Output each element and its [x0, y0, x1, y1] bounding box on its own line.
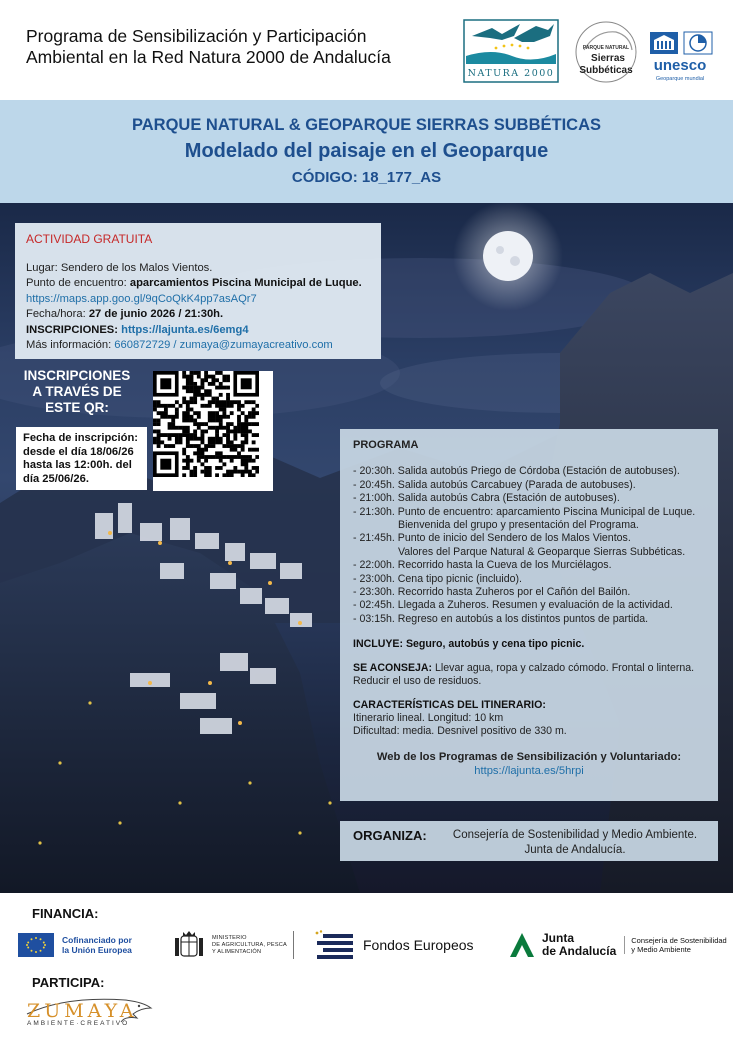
qr-code-icon	[153, 371, 259, 477]
program-item: - 23:30h. Recorrido hasta Zuheros por el Cañón del Bailón.	[353, 586, 631, 599]
program-item: - 20:30h. Salida autobús Priego de Córdoba (Estación de autobuses).	[353, 465, 680, 478]
web-title: Web de los Programas de Sensibilización y Voluntariado:	[376, 750, 682, 763]
junta-andalucia-icon	[508, 931, 536, 959]
junta-andalucia-logo	[508, 931, 727, 959]
zumaya-logo	[25, 994, 155, 1034]
unesco-logo-text: unesco	[653, 57, 707, 74]
map-link[interactable]: https://maps.app.goo.gl/9qCoQkK4pp7asAQr7	[26, 292, 257, 305]
program-title-line1: Programa de Sensibilización y Participación	[26, 26, 367, 46]
ministry-divider	[293, 931, 294, 959]
program-item: - 23:00h. Cena tipo picnic (incluido).	[353, 572, 523, 585]
signup-dates-line2: desde el día 18/06/26	[23, 445, 134, 458]
signup-dates-box	[16, 427, 147, 490]
signup-dates-line1: Fecha de inscripción:	[23, 432, 139, 444]
sierras-subbeticas-logo	[572, 20, 640, 84]
meeting-point-label: Punto de encuentro:	[26, 277, 130, 289]
eu-cofinanced-logo	[18, 933, 132, 957]
participa-label: PARTICIPA:	[32, 975, 105, 990]
program-item: - 21:00h. Salida autobús Cabra (Estación de autobuses).	[353, 492, 620, 505]
consejeria-line2: y Medio Ambiente	[631, 945, 691, 954]
zumaya-tagline: AMBIENTE·CREATIVO	[27, 1020, 130, 1027]
program-item: - 21:45h. Punto de inicio del Sendero de los Malos Vientos.	[353, 532, 631, 545]
contact-link[interactable]: 660872729 / zumaya@zumayacreativo.com	[114, 339, 333, 351]
signup-link[interactable]: https://lajunta.es/6emg4	[121, 323, 249, 336]
program-box	[340, 429, 718, 801]
organizer-line1: Consejería de Sostenibilidad y Medio Ambiente.	[452, 829, 698, 841]
qr-code[interactable]	[153, 371, 273, 491]
program-item: - 22:00h. Recorrido hasta la Cueva de los Murciélagos.	[353, 559, 612, 572]
date-time-value: 27 de junio 2026 / 21:30h.	[88, 308, 224, 320]
spain-coat-of-arms-icon	[172, 928, 206, 962]
ministry-line3: Y ALIMENTACIÓN	[212, 948, 262, 955]
consejeria-text	[624, 936, 726, 954]
eu-text	[62, 935, 132, 955]
organizer-label: ORGANIZA:	[353, 828, 427, 843]
qr-label	[12, 368, 142, 416]
eu-text-line1: Cofinanciado por	[62, 935, 132, 945]
qr-label-line1: INSCRIPCIONES	[23, 368, 131, 383]
fondos-europeos-logo	[313, 930, 474, 960]
advice-value: Llevar agua, ropa y calzado cómodo. Frontal o linterna. Reducir el uso de residuos.	[353, 661, 695, 688]
park-logo-line1: PARQUE NATURAL	[582, 45, 630, 51]
organizer-text	[440, 828, 710, 858]
consejeria-line1: Consejería de Sostenibilidad	[631, 936, 727, 945]
date-time	[26, 307, 370, 323]
more-info	[26, 338, 370, 354]
signup-dates-line3: hasta las 12:00h. del	[23, 459, 132, 471]
program-item: - 03:15h. Regreso en autobús a los distintos puntos de partida.	[353, 612, 649, 625]
activity-title: Modelado del paisaje en el Geoparque	[184, 140, 549, 162]
header	[0, 0, 733, 100]
includes-value: INCLUYE: Seguro, autobús y cena tipo picnic.	[353, 638, 585, 651]
fondos-europeos-icon	[313, 930, 355, 960]
qr-label-line2: A TRAVÉS DE	[32, 384, 122, 399]
ministry-line1: MINISTERIO	[212, 934, 247, 941]
itinerary-length: Itinerario lineal. Longitud: 10 km	[353, 711, 504, 724]
organizer-line2: Junta de Andalucía.	[524, 844, 626, 856]
program-item: - 20:45h. Salida autobús Carcabuey (Parada de autobuses).	[353, 478, 636, 491]
program-item: - 02:45h. Llegada a Zuheros. Resumen y evaluación de la actividad.	[353, 599, 673, 612]
advice-text	[353, 662, 705, 689]
advice-label: SE ACONSEJA:	[353, 661, 433, 674]
program-heading: PROGRAMA	[353, 439, 419, 451]
night-landscape-photo	[0, 203, 733, 893]
natura-2000-logo	[462, 18, 560, 84]
organizer-box	[340, 821, 718, 861]
junta-text	[542, 932, 616, 958]
itinerary-label: CARACTERÍSTICAS DEL ITINERARIO:	[353, 698, 546, 711]
signup-dates-line4: día 25/06/26.	[23, 472, 89, 485]
free-activity-label: ACTIVIDAD GRATUITA	[26, 232, 153, 246]
itinerary-difficulty: Dificultad: media. Desnivel positivo de 330 m.	[353, 725, 567, 738]
signup-line	[26, 323, 370, 339]
activity-info-box	[15, 223, 381, 359]
web-link[interactable]: https://lajunta.es/5hrpi	[474, 765, 584, 778]
eu-flag-icon	[18, 933, 54, 957]
meeting-point	[26, 276, 370, 292]
park-logo-line3: Subbéticas	[579, 65, 633, 76]
signup-label: INSCRIPCIONES:	[26, 323, 122, 336]
program-item-continuation: Valores del Parque Natural & Geoparque Sierras Subbéticas.	[398, 545, 686, 558]
date-time-label: Fecha/hora:	[26, 308, 89, 320]
title-band	[0, 100, 733, 203]
eu-text-line2: la Unión Europea	[62, 945, 132, 955]
park-logo-line2: Sierras	[591, 53, 625, 64]
itinerary-section	[353, 699, 705, 739]
zumaya-name: ZUMAYA	[27, 1000, 138, 1022]
program-item-continuation: Bienvenida del grupo y presentación del Programa.	[398, 519, 639, 532]
place-text: Lugar: Sendero de los Malos Vientos.	[26, 261, 213, 274]
natura-logo-text: NATURA 2000	[467, 68, 555, 79]
ministry-text	[212, 935, 287, 956]
meeting-point-value: aparcamientos Piscina Municipal de Luque.	[129, 277, 362, 289]
park-name: PARQUE NATURAL & GEOPARQUE SIERRAS SUBBÉTICAS	[131, 116, 602, 134]
unesco-geopark-logo	[646, 28, 720, 84]
program-title-line2: Ambiental en la Red Natura 2000 de Andalucía	[26, 47, 391, 67]
ministry-logo	[172, 928, 294, 962]
junta-line2: de Andalucía	[542, 944, 617, 958]
more-info-label: Más información:	[26, 339, 115, 351]
includes-text	[353, 638, 705, 651]
unesco-logo-sub: Geoparque mundial	[655, 76, 705, 82]
junta-line1: Junta	[542, 931, 575, 945]
program-item: - 21:30h. Punto de encuentro: aparcamiento Piscina Municipal de Luque.	[353, 505, 696, 518]
ministry-line2: DE AGRICULTURA, PESCA	[212, 941, 287, 948]
activity-code: CÓDIGO: 18_177_AS	[291, 169, 442, 186]
financia-label: FINANCIA:	[32, 906, 99, 921]
program-title	[26, 26, 426, 68]
qr-label-line3: ESTE QR:	[45, 400, 109, 415]
fondos-europeos-text: Fondos Europeos	[363, 937, 474, 953]
